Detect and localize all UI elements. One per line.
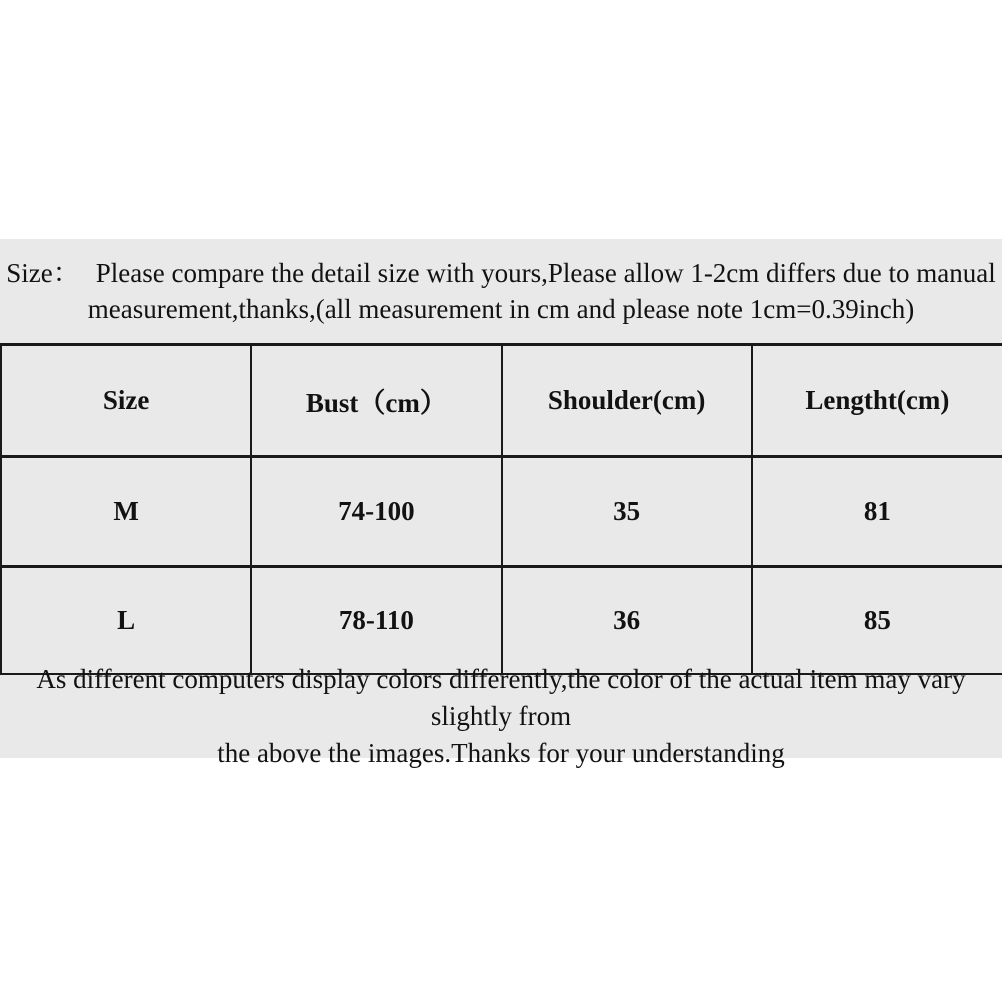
cell-length-m: 81 xyxy=(752,457,1002,567)
column-header-size: Size xyxy=(1,345,251,457)
color-disclaimer-line-2: the above the images.Thanks for your understanding xyxy=(217,738,785,768)
color-disclaimer-line-1: As different computers display colors differently,the color of the actual item may vary slightly from xyxy=(36,664,966,731)
size-label: Size： xyxy=(6,258,80,288)
cell-size-m: M xyxy=(1,457,251,567)
measurement-notice-text-1: Please compare the detail size with yours,Please allow 1-2cm differs due to manual xyxy=(95,258,996,288)
table-row-size-m xyxy=(1,457,1002,567)
cell-shoulder-m: 35 xyxy=(502,457,752,567)
cell-length-l: 85 xyxy=(752,567,1002,675)
cell-size-l: L xyxy=(1,567,251,675)
table-header-row xyxy=(1,345,1002,457)
measurement-notice-line-1 xyxy=(6,255,995,291)
cell-bust-m: 74-100 xyxy=(251,457,501,567)
measurement-notice-line-2: measurement,thanks,(all measurement in cm and please note 1cm=0.39inch) xyxy=(87,294,915,324)
cell-bust-l: 78-110 xyxy=(251,567,501,675)
column-header-length: Lengtht(cm) xyxy=(752,345,1002,457)
size-chart-table xyxy=(0,343,1002,676)
color-disclaimer-banner xyxy=(0,664,1002,768)
measurement-notice-banner xyxy=(0,239,1002,343)
column-header-bust: Bust（cm） xyxy=(251,345,501,457)
column-header-shoulder: Shoulder(cm) xyxy=(502,345,752,457)
cell-shoulder-l: 36 xyxy=(502,567,752,675)
table-row-size-l xyxy=(1,567,1002,675)
